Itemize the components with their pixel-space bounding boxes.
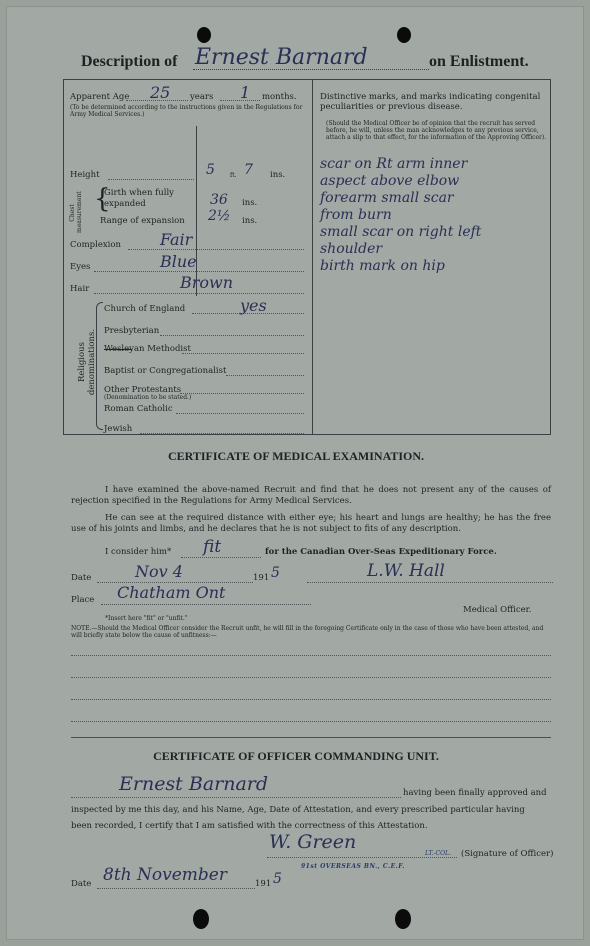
marks-handwriting bbox=[320, 156, 550, 275]
chest-girth-value: 36 bbox=[210, 192, 228, 208]
commanding-year-value: 5 bbox=[273, 871, 282, 887]
medical-date-value: Nov 4 bbox=[135, 562, 183, 581]
center-divider bbox=[312, 80, 313, 434]
age-months-line bbox=[220, 100, 260, 101]
religion-wesleyan: Wesleyan Methodist bbox=[104, 344, 191, 354]
religion-line bbox=[176, 413, 304, 414]
punch-hole bbox=[193, 909, 209, 929]
medical-signature: L.W. Hall bbox=[367, 561, 445, 581]
religion-other-protestants: Other Protestants bbox=[104, 385, 182, 395]
hair-value: Brown bbox=[180, 273, 234, 292]
commanding-heading: CERTIFICATE OF OFFICER COMMANDING UNIT. bbox=[153, 749, 439, 763]
religion-roman-catholic: Roman Catholic bbox=[104, 404, 173, 414]
eyes-label: Eyes bbox=[70, 262, 91, 272]
medical-para2: He can see at the required distance with either eye; his heart and lungs are healthy; he has the free use of his joints and limbs, and he declares that he is not subject to fits of any description. bbox=[71, 513, 551, 534]
insert-note: *Insert here "fit" or "unfit." bbox=[105, 615, 188, 622]
hair-line bbox=[94, 293, 304, 294]
religion-brace bbox=[96, 302, 103, 430]
medical-date-label: Date bbox=[71, 573, 92, 583]
medical-signature-line bbox=[307, 582, 553, 583]
punch-hole bbox=[197, 27, 211, 43]
strike-line bbox=[104, 349, 132, 350]
chest-side-label: Chest measurement bbox=[69, 191, 83, 233]
commanding-text-suffix: having been finally approved and bbox=[403, 788, 547, 798]
height-line bbox=[108, 179, 194, 180]
unfit-line bbox=[71, 655, 551, 656]
height-ft-label: ft. bbox=[230, 172, 237, 179]
mark-line: shoulder bbox=[320, 241, 383, 257]
mark-line: from burn bbox=[320, 207, 392, 223]
title-prefix: Description of bbox=[81, 53, 178, 70]
medical-officer-label: Medical Officer. bbox=[463, 605, 532, 615]
medical-heading: CERTIFICATE OF MEDICAL EXAMINATION. bbox=[167, 449, 425, 463]
religion-church-value: yes bbox=[240, 296, 267, 315]
age-note: (To be determined according to the instructions given in the Regulations for Army Medical Services.) bbox=[70, 104, 303, 118]
complexion-line bbox=[128, 249, 304, 250]
title-underline bbox=[193, 69, 429, 70]
chest-girth-ins: ins. bbox=[242, 198, 258, 208]
description-box bbox=[63, 79, 551, 435]
consider-line bbox=[181, 557, 261, 558]
chest-range-label: Range of expansion bbox=[100, 216, 185, 226]
medical-year-prefix: 191 bbox=[253, 573, 270, 583]
medical-year-value: 5 bbox=[271, 565, 280, 581]
commanding-name-line bbox=[71, 797, 401, 798]
religion-line bbox=[180, 393, 304, 394]
religion-presbyterian: Presbyterian bbox=[104, 326, 160, 336]
unfit-line bbox=[71, 699, 551, 700]
commanding-signature: W. Green bbox=[269, 831, 357, 853]
height-inches: 7 bbox=[244, 162, 253, 178]
commanding-recruit-name: Ernest Barnard bbox=[119, 773, 269, 795]
commanding-signature-line bbox=[267, 857, 457, 858]
unfit-line bbox=[71, 721, 551, 722]
commanding-year-prefix: 191 bbox=[255, 879, 272, 889]
age-months: 1 bbox=[240, 83, 251, 102]
commanding-date-line bbox=[97, 888, 255, 889]
description-title bbox=[77, 45, 547, 75]
height-ins-label: ins. bbox=[270, 170, 286, 180]
medical-place-label: Place bbox=[71, 595, 95, 605]
chest-brace: { bbox=[94, 184, 111, 214]
consider-suffix: for the Canadian Over-Seas Expeditionary Force. bbox=[265, 547, 497, 557]
medical-place-line bbox=[101, 604, 311, 605]
height-label: Height bbox=[70, 170, 100, 180]
complexion-label: Complexion bbox=[70, 240, 121, 250]
section-rule bbox=[71, 737, 551, 738]
age-years-label: years bbox=[190, 92, 214, 102]
religion-church-of-england: Church of England bbox=[104, 304, 186, 314]
mark-line: aspect above elbow bbox=[320, 173, 460, 189]
complexion-value: Fair bbox=[160, 230, 193, 249]
medical-para1: I have examined the above-named Recruit and find that he does not present any of the causes of rejection specified in the Regulations for Army Medical Services. bbox=[71, 485, 551, 506]
commanding-text-line3: been recorded, I certify that I am satisfied with the correctness of this Attestation. bbox=[71, 821, 428, 831]
chest-range-ins: ins. bbox=[242, 216, 258, 226]
marks-label: Distinctive marks, and marks indicating congenital peculiarities or previous disease. bbox=[320, 92, 541, 112]
medical-note: NOTE.—Should the Medical Officer consider the Recruit unfit, he will fill in the foregoing Certificate only in the case of those who have been attested, and will briefly state below the cause of unfitness:— bbox=[71, 625, 544, 639]
mark-line: forearm small scar bbox=[320, 190, 454, 206]
attestation-sheet bbox=[6, 6, 584, 940]
religion-line bbox=[226, 375, 304, 376]
religion-line bbox=[160, 335, 304, 336]
eyes-value: Blue bbox=[160, 252, 197, 271]
consider-prefix: I consider him* bbox=[105, 547, 172, 557]
mark-line: small scar on right left bbox=[320, 224, 482, 240]
religion-line bbox=[140, 433, 304, 434]
religion-protestants-note: (Denomination to be stated.) bbox=[104, 394, 192, 401]
religion-line bbox=[182, 353, 304, 354]
commanding-date-value: 8th November bbox=[103, 865, 227, 885]
commanding-stamp: 91st OVERSEAS BN., C.E.F. bbox=[301, 863, 406, 870]
commanding-text-line2: inspected by me this day, and his Name, Age, Date of Attestation, and every prescribed particular having bbox=[71, 805, 525, 815]
age-years: 25 bbox=[150, 83, 171, 102]
religion-side-label: Religious denominations. bbox=[77, 328, 97, 396]
recruit-name: Ernest Barnard bbox=[195, 45, 368, 70]
punch-hole bbox=[397, 27, 411, 43]
chest-girth-label: Girth when fully expanded bbox=[104, 188, 174, 209]
height-feet: 5 bbox=[206, 162, 215, 178]
consider-value: fit bbox=[203, 537, 222, 557]
commanding-rank: LT.-COL. bbox=[425, 850, 451, 857]
hair-label: Hair bbox=[70, 284, 90, 294]
medical-place-value: Chatham Ont bbox=[117, 583, 226, 602]
religion-jewish: Jewish bbox=[104, 424, 133, 434]
age-years-line bbox=[126, 100, 188, 101]
age-label: Apparent Age bbox=[70, 92, 130, 102]
chest-range-value: 2½ bbox=[208, 208, 231, 224]
eyes-line bbox=[94, 271, 304, 272]
commanding-date-label: Date bbox=[71, 879, 92, 889]
mark-line: scar on Rt arm inner bbox=[320, 156, 468, 172]
unfit-line bbox=[71, 677, 551, 678]
punch-hole bbox=[395, 909, 411, 929]
age-months-label: months. bbox=[262, 92, 297, 102]
religion-baptist: Baptist or Congregationalist bbox=[104, 366, 227, 376]
commanding-signature-label: (Signature of Officer) bbox=[461, 849, 554, 859]
title-suffix: on Enlistment. bbox=[429, 53, 529, 70]
marks-note: (Should the Medical Officer be of opinion that the recruit has served before, he will, unless the man acknowledges to any previous service, attach a slip to that effect, for the information of the Approving Officer). bbox=[326, 120, 547, 141]
mark-line: birth mark on hip bbox=[320, 258, 445, 274]
